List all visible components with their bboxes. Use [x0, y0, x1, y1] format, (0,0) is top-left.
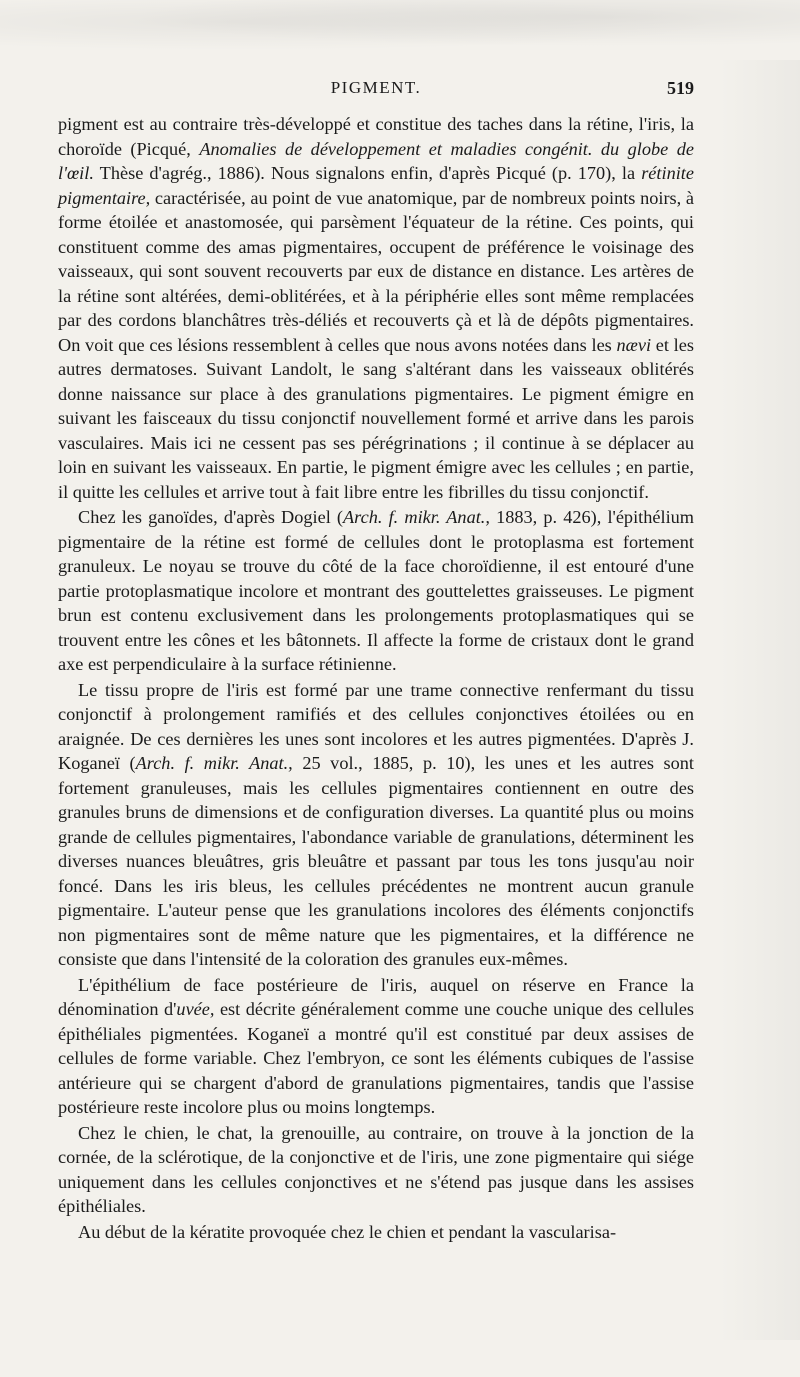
italic-title: Anomalies de développement et maladies congénit. du globe de l'œil. — [58, 138, 694, 183]
text-run: Le tissu propre de l'iris est formé par une trame connective renfermant du tissu conjonctif à prolongement ramifiés et des cellules conjonctives étoilées ou en araignée. De ces dernières les unes sont incolores et les autres pigmentées. D'après J. Koganeï ( — [58, 679, 694, 773]
page-number: 519 — [667, 78, 694, 98]
body-text — [58, 112, 694, 1244]
paragraph-4 — [58, 973, 694, 1120]
paragraph-2 — [58, 505, 694, 677]
text-run: Thèse d'agrég., 1886). Nous signalons enfin, d'après Picqué (p. 170), la — [93, 163, 642, 183]
running-title: PIGMENT. — [330, 78, 422, 97]
scan-noise-right — [720, 60, 800, 1340]
italic-term: nævi — [616, 334, 652, 355]
text-run: Chez les ganoïdes, d'après Dogiel ( — [78, 507, 344, 527]
text-run: 1883, p. 426), l'épithélium pigmentaire de la rétine est formé de cellules dont le protoplasma est fortement granuleux. Le noyau se trouve du côté de la face choroïdienne, il est entouré d'une partie protoplasmatique incolore et montrant des gouttelettes graisseuses. Le pigment brun est contenu exclusivement dans les prolongements protoplasmatiques qui se trouvent entre les cônes et les bâtonnets. Il affecte la forme de cristaux dont le grand axe est perpendiculaire à la surface rétinienne. — [58, 507, 695, 674]
italic-term: uvée, — [176, 999, 215, 1019]
text-run: 25 vol., 1885, p. 10), les unes et les autres sont fortement granuleuses, mais les cellules pigmentaires contiennent en outre des granules bruns de dimensions et de configuration diverses. La quantité plus ou moins grande de cellules pigmentaires, l'abondance variable de granulations, déterminent les diverses nuances bleuâtres, gris bleuâtre et passant par tous les tons jusqu'au noir foncé. Dans les iris bleus, les cellules précédentes ne montrent aucun granule pigmentaire. L'auteur pense que les granulations incolores des éléments conjonctifs non pigmentaires sont de même nature que les pigmentaires, et la différence ne consiste que dans l'intensité de la coloration des granules eux-mêmes. — [58, 753, 694, 969]
text-run: L'épithélium de face postérieure de l'iris, auquel on réserve en France la dénomination d' — [58, 974, 694, 1019]
paragraph-1 — [58, 112, 694, 504]
running-head — [58, 78, 694, 102]
italic-term: rétinite pigmentaire, — [58, 163, 694, 208]
italic-citation: Arch. f. mikr. Anat., — [343, 507, 490, 527]
paragraph-3 — [58, 678, 694, 972]
paragraph-5 — [58, 1121, 694, 1219]
text-run: et les autres dermatoses. Suivant Landolt, le sang s'altérant dans les vaisseaux oblitérés donne naissance sur place à des granulations pigmentaires. Le pigment émigre en suivant les faisceaux du tissu conjonctif nouvellement formé et arrive dans les parois vasculaires. Mais ici ne cessent pas ses pérégrinations ; il continue à se déplacer au loin en suivant les vaisseaux. En partie, le pigment émigre avec les cellules ; en partie, il quitte les cellules et arrive tout à fait libre entre les fibrilles du tissu conjonctif. — [58, 334, 694, 502]
scan-noise-top — [0, 0, 800, 55]
italic-citation: Arch. f. mikr. Anat., — [135, 753, 293, 773]
text-run: Chez le chien, le chat, la grenouille, au contraire, on trouve à la jonction de la cornée, de la sclérotique, de la conjonctive et de l'iris, une zone pigmentaire qui siége uniquement dans les cellules conjonctives et ne s'étend pas jusque dans les assises épithéliales. — [58, 1122, 694, 1216]
paragraph-6 — [58, 1220, 694, 1245]
text-run: pigment est au contraire très-développé et constitue des taches dans la rétine, l'iris, la choroïde (Picqué, — [58, 114, 694, 159]
text-run: caractérisée, au point de vue anatomique, par de nombreux points noirs, à forme étoilée et anastomosée, qui parsèment l'équateur de la rétine. Ces points, qui constituent comme des amas pigmentaires, occupent de préférence le voisinage des vaisseaux, qui sont souvent recouverts par eux de distance en distance. Les artères de la rétine sont altérées, demi-oblitérées, et à la périphérie elles sont même remplacées par des cordons blanchâtres très-déliés et recouverts çà et là de dépôts pigmentaires. On voit que ces lésions ressemblent à celles que nous avons notées dans les — [58, 187, 694, 355]
text-run: Au début de la kératite provoquée chez le chien et pendant la vascularisa- — [78, 1221, 617, 1242]
text-run: est décrite généralement comme une couche unique des cellules épithéliales pigmentées. Koganeï a montré qu'il est constitué par deux assises de cellules de forme variable. Chez l'embryon, ce sont les éléments cubiques de l'assise antérieure qui se chargent d'abord de granulations pigmentaires, tandis que l'assise postérieure reste incolore plus ou moins longtemps. — [58, 999, 694, 1117]
